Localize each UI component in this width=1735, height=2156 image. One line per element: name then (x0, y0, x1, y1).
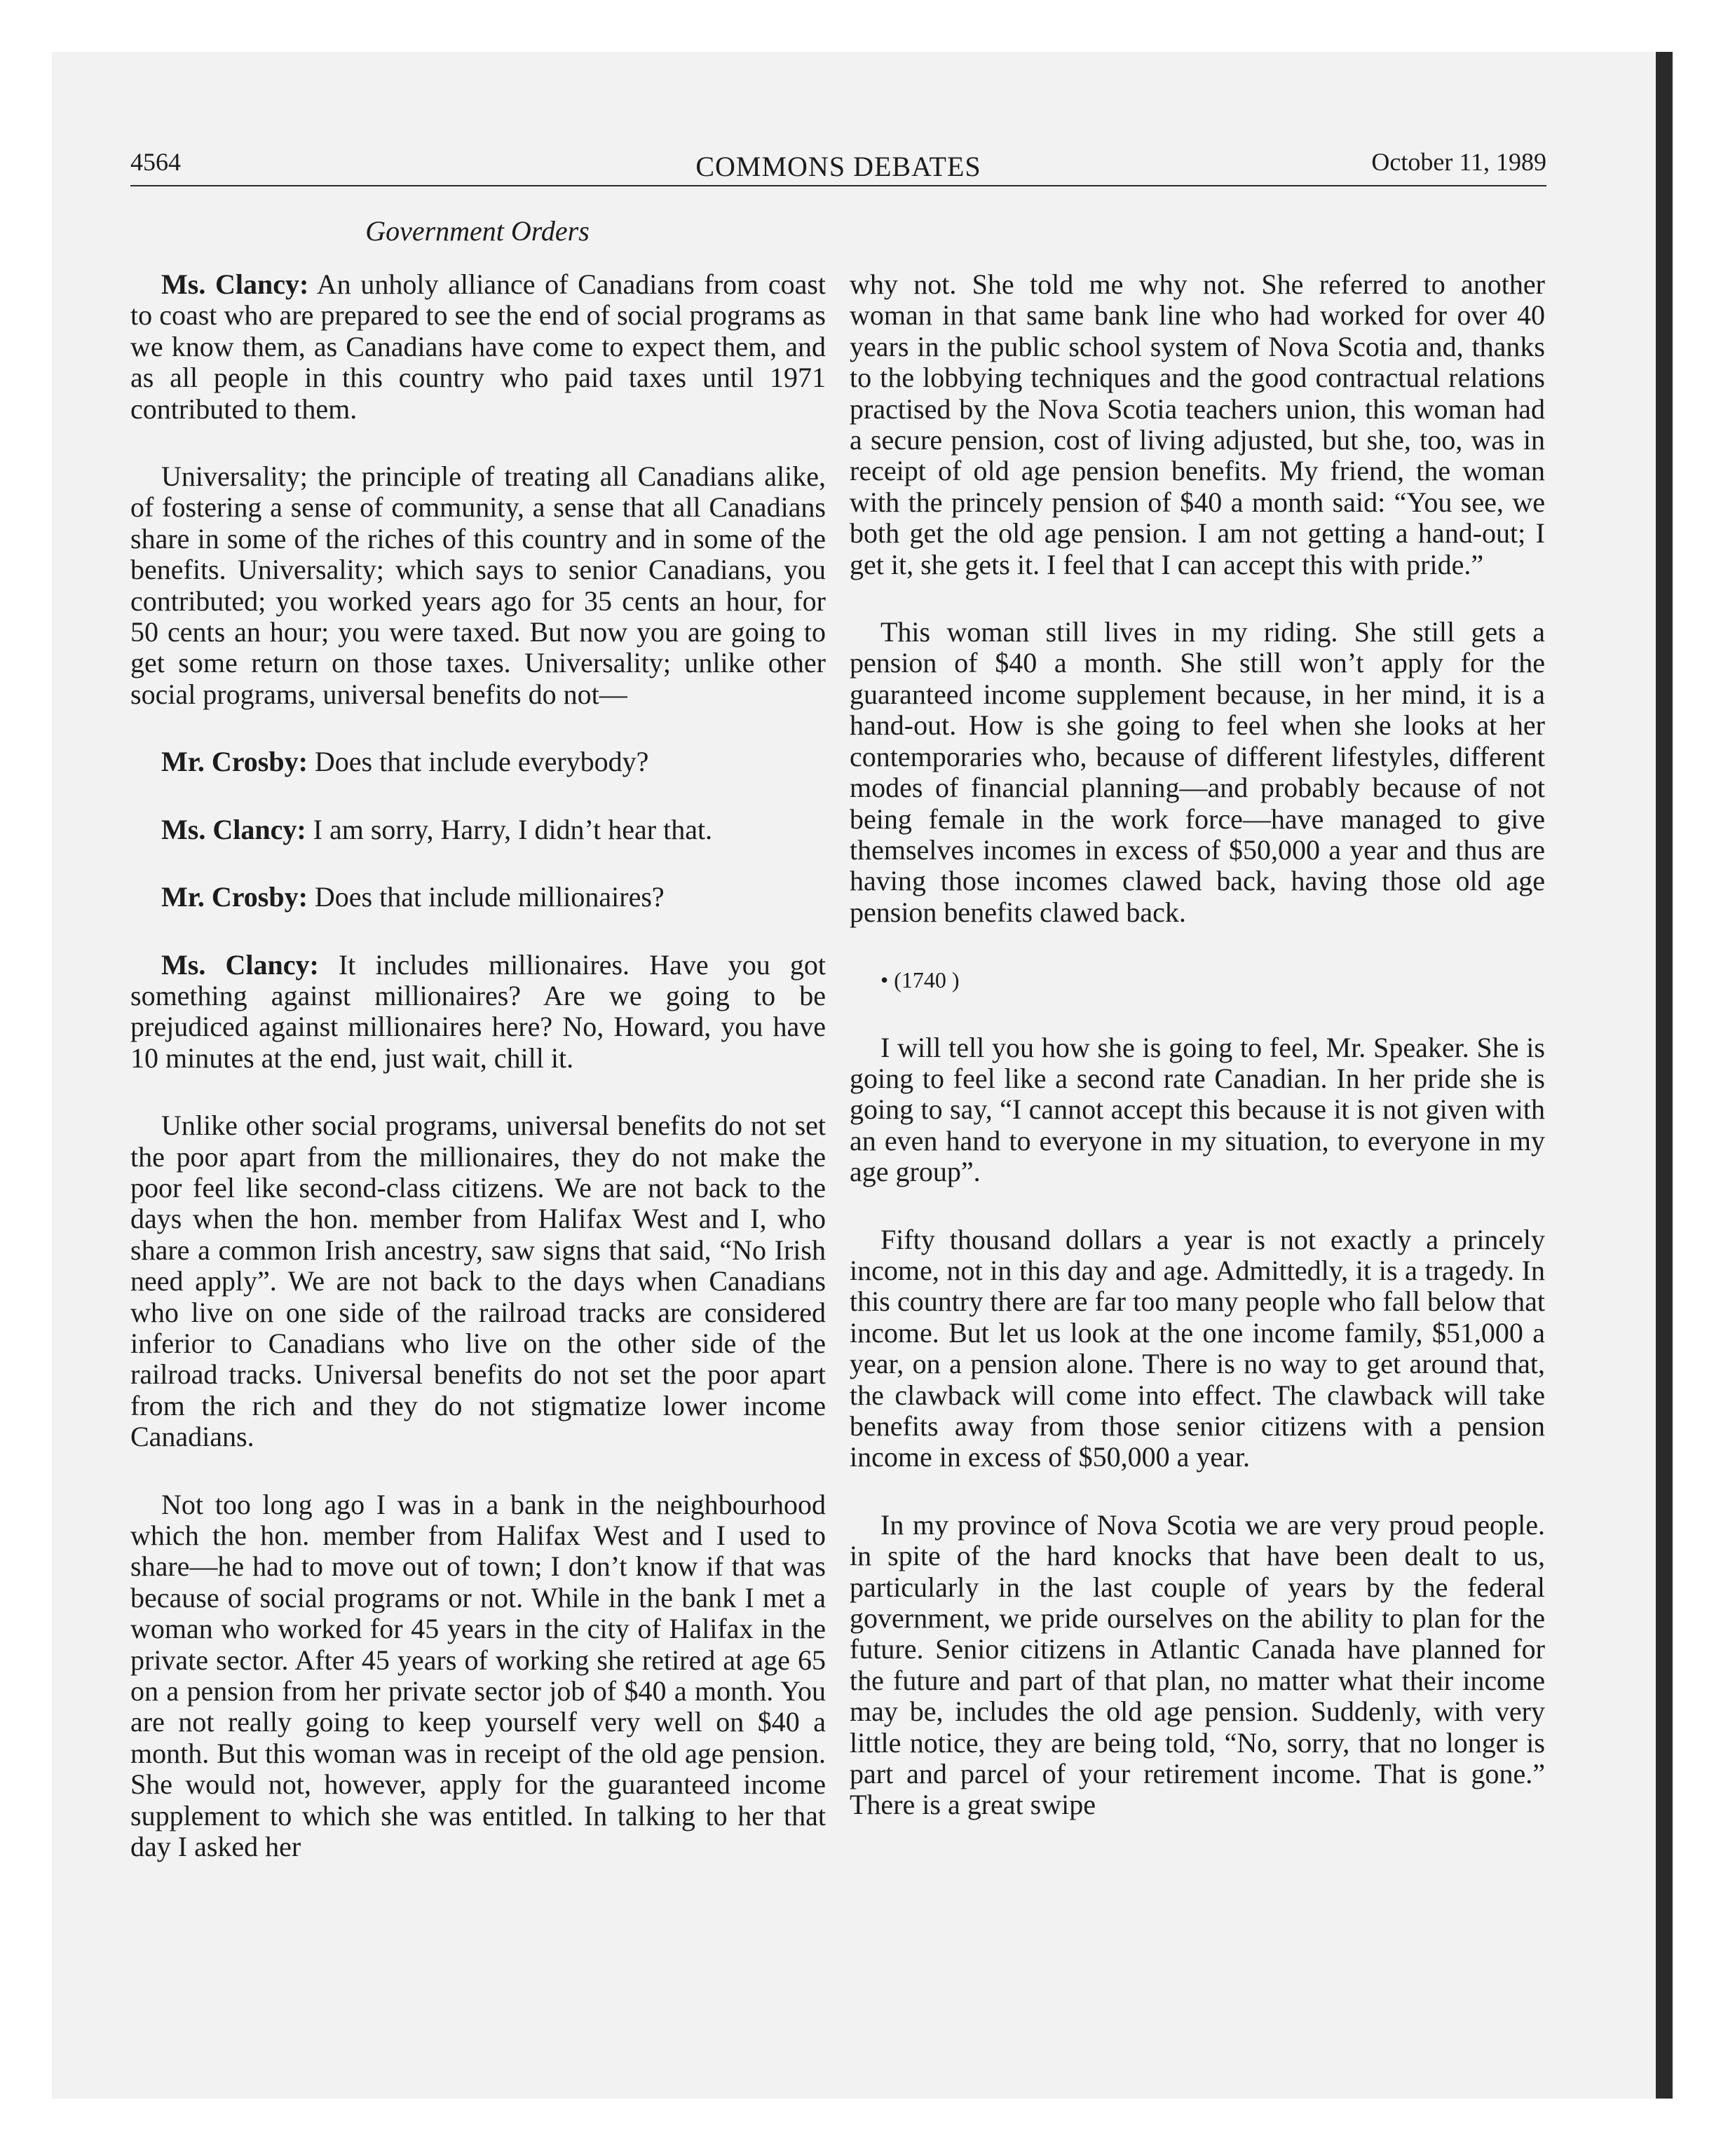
paragraph-feel: I will tell you how she is going to feel, Mr. Speaker. She is going to feel like a second rate Canadian. In her pride she is going to say, “I cannot accept this because it is not given with an even hand to everyone in my situation, to everyone in my age group”. (850, 1031, 1545, 1188)
paragraph-universality (130, 461, 826, 710)
speaker-name: Ms. Clancy: (161, 948, 319, 981)
speaker-name: Ms. Clancy: (161, 268, 309, 300)
publication-date: October 11, 1989 (1371, 148, 1546, 176)
paragraph-clancy-millionaires (130, 950, 826, 1074)
speaker-name: Mr. Crosby: (161, 746, 308, 778)
paragraph-text: It includes millionaires. Have you got something against millionaires? Are we going to be prejudiced against millionaires here? No, Howard, you have 10 minutes at the end, just wait, chill it. (130, 948, 826, 1074)
paragraph-text: I am sorry, Harry, I didn’t hear that. (306, 813, 713, 845)
paragraph-text: An unholy alliance of Canadians from coast to coast who are prepared to see the end of social programs as we know them, as Canadians have come to expect them, and as all people in this country who paid taxes until 1971 contributed to them. (130, 268, 826, 425)
left-column (130, 269, 826, 1899)
section-title: Government Orders (365, 215, 590, 247)
paragraph-text: Unlike other social programs, universal benefits do not set the poor apart from the millionaires, they do not make the poor feel like second-class citizens. We are not back to the days when the hon. member from Halifax West and I, who share a common Irish ancestry, saw signs that said, “No Irish need apply”. We are not back to the days when Canadians who live on one side of the railroad tracks are considered inferior to Canadians who live on the other side of the railroad tracks. Universal benefits do not set the poor apart from the rich and they do not stigmatize lower income Canadians. (130, 1110, 826, 1453)
paragraph-clancy-sorry (130, 814, 826, 845)
time-marker: • (1740 ) (880, 967, 960, 993)
paragraph-continuation: why not. She told me why not. She referred to another woman in that same bank line who had worked for over 40 years in the public school system of Nova Scotia and, thanks to the lobbying techniques and the good contractual relations practised by the Nova Scotia teachers union, this woman had a secure pension, cost of living adjusted, but she, too, was in receipt of old age pension benefits. My friend, the woman with the princely pension of $40 a month said: “You see, we both get the old age pension. I am not getting a hand-out; I get it, she gets it. I feel that I can accept this with pride.” (850, 268, 1545, 580)
paragraph-universal-benefits (130, 1110, 826, 1452)
page-number: 4564 (130, 148, 181, 176)
paragraph-crosby-millionaires (130, 882, 826, 913)
scan-edge-bar (1656, 52, 1673, 2099)
paragraph-crosby-everybody (130, 746, 826, 777)
paragraph-clancy-alliance (130, 269, 826, 425)
right-column (850, 269, 1545, 1857)
paragraph-riding: This woman still lives in my riding. She still gets a pension of $40 a month. She still won’t apply for the guaranteed income supplement because, in her mind, it is a hand-out. How is she going to feel when she looks at her contemporaries who, because of different lifestyles, different modes of financial planning—and probably because of not being female in the work force—have managed to give themselves incomes in excess of $50,000 a year and thus are having those incomes clawed back, having those old age pension benefits clawed back. (850, 616, 1545, 928)
paragraph-text: Does that include everybody? (307, 746, 649, 778)
paragraph-text: Not too long ago I was in a bank in the neighbourhood which the hon. member from Halifax West and I used to share—he had to move out of town; I don’t know if that was because of social programs or not. While in the bank I met a woman who worked for 45 years in the city of Halifax in the private sector. After 45 years of working she retired at age 65 on a pension from her private sector job of $40 a month. You are not really going to keep yourself very well on $40 a month. But this woman was in receipt of the old age pension. She would not, however, apply for the guaranteed income supplement to which she was entitled. In talking to her that day I asked her (130, 1488, 826, 1863)
header-rule (130, 185, 1546, 186)
paragraph-nova-scotia: In my province of Nova Scotia we are very proud people. in spite of the hard knocks that have been dealt to us, particularly in the last couple of years by the federal government, we pride ourselves on the ability to plan for the future. Senior citizens in Atlantic Canada have planned for the future and part of that plan, no matter what their income may be, includes the old age pension. Suddenly, with very little notice, they are being told, “No, sorry, that no longer is part and parcel of your retirement income. That is gone.” There is a great swipe (850, 1508, 1545, 1821)
speaker-name: Ms. Clancy: (161, 813, 306, 845)
publication-title: COMMONS DEBATES (695, 151, 981, 182)
paragraph-text: Does that include millionaires? (307, 881, 665, 913)
page-header (130, 143, 1546, 185)
paragraph-text: Universality; the principle of treating all Canadians alike, of fostering a sense of community, a sense that all Canadians share in some of the riches of this country and in some of the benefits. Universality; which says to senior Canadians, you contributed; you worked years ago for 35 cents an hour, for 50 cents an hour; you were taxed. But now you are going to get some return on those taxes. Universality; unlike other social programs, universal benefits do not— (130, 460, 826, 710)
paragraph-fifty-thousand: Fifty thousand dollars a year is not exactly a princely income, not in this day and age. Admittedly, it is a tragedy. In this country there are far too many people who fall below that income. But let us look at the one income family, $51,000 a year, on a pension alone. There is no way to get around that, the clawback will come into effect. The clawback will take benefits away from those senior citizens with a pension income in excess of $50,000 a year. (850, 1223, 1545, 1473)
paragraph-bank-story (130, 1489, 826, 1863)
speaker-name: Mr. Crosby: (161, 881, 308, 913)
